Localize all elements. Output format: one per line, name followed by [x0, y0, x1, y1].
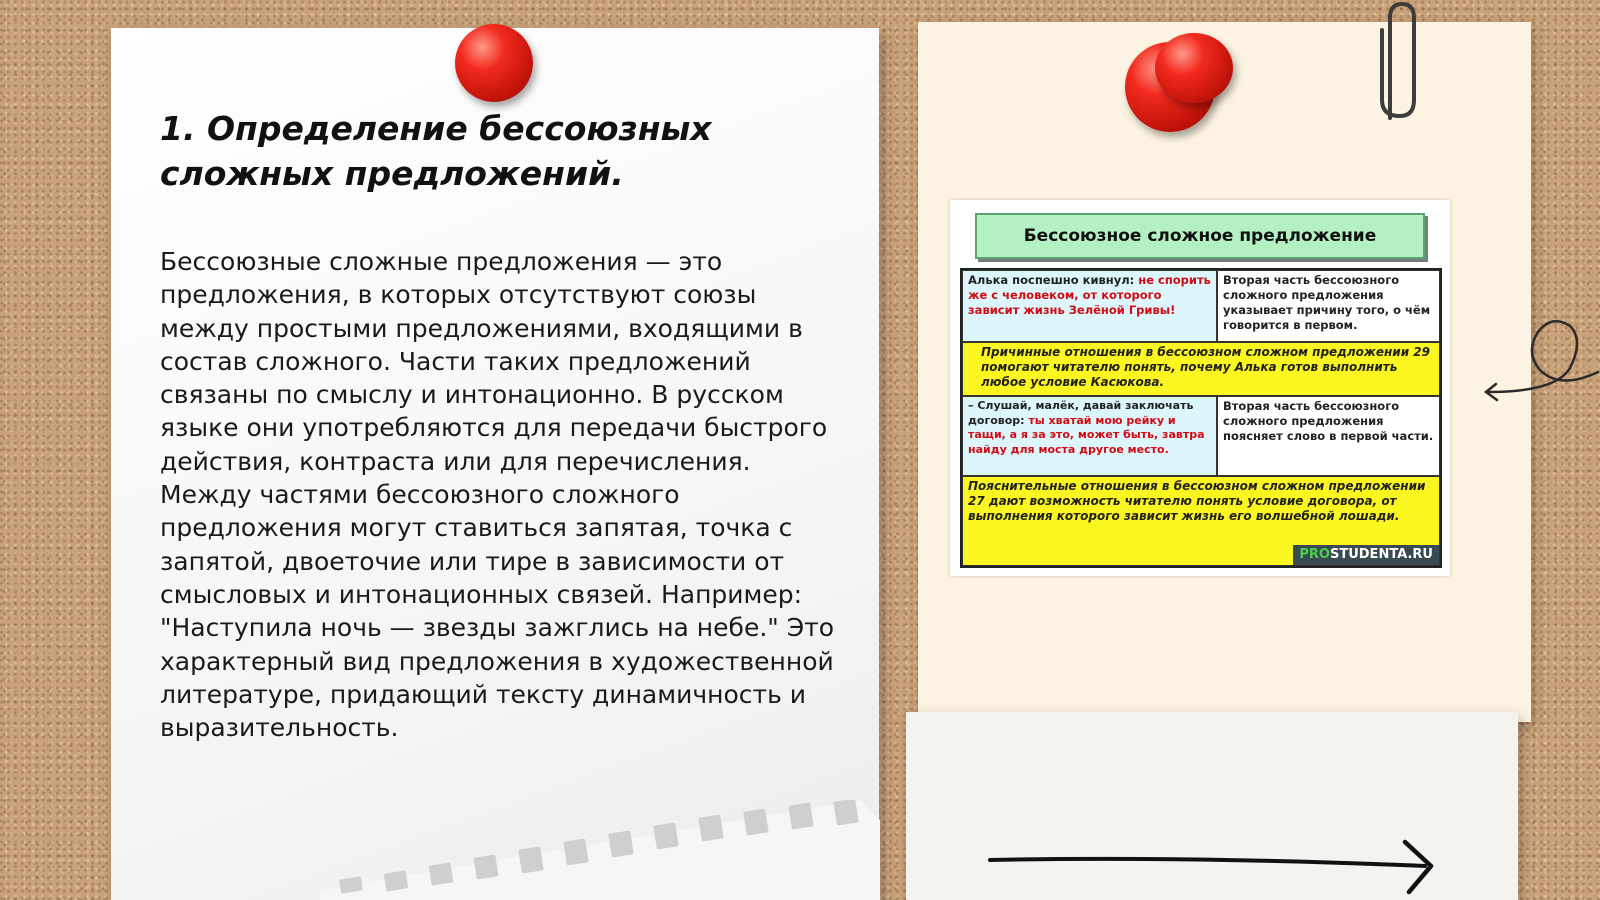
table-header: Бессоюзное сложное предложение: [975, 213, 1425, 259]
red-pushpin-icon: [1155, 33, 1233, 103]
example-highlighted-text: ты хватай мою рейку и тащи, а я за это, может быть, завтра найду для моста другое место.: [968, 413, 1205, 456]
table-cell-example-2: [962, 396, 1217, 476]
table-note-2-text: Пояснительные отношения в бессоюзном сложном предложении 27 дают возможность читателю понять условие договора, от выполнения которого зависит жизнь его волшебной лошади.: [968, 479, 1426, 523]
table-cell-explanation-1: Вторая часть бессоюзного сложного предложения указывает причину того, о чём говорится в первом.: [1217, 270, 1440, 342]
example-text: Алька поспешно кивнул:: [968, 273, 1139, 287]
table-note-1: Причинные отношения в бессоюзном сложном предложении 29 помогают читателю понять, почему Алька готов выполнить любое условие Касюкова.: [962, 342, 1440, 396]
table-cell-explanation-2: Вторая часть бессоюзного сложного предложения поясняет слово в первой части.: [1217, 396, 1440, 476]
example-text: – Слушай, малёк, давай заключать договор:: [968, 399, 1194, 427]
slide-title: 1. Определение бессоюзных сложных предложений.: [160, 109, 712, 193]
watermark-logo: PROSTUDENTA.RU: [1293, 545, 1439, 565]
definition-paragraph: Бессоюзные сложные предложения — это предложения, в которых отсутствуют союзы между простыми предложениями, входящими в состав сложного. Части таких предложений связаны по смыслу и интонационно. В русском языке они употребляются для передачи быстрого действия, контраста или для перечисления. Между частями бессоюзного сложного предложения могут ставиться запятая, точка с запятой, двоеточие или тире в зависимости от смысловых и интонационных связей. Например: "Наступила ночь — звезды зажглись на небе." Это характерный вид предложения в художественной литературе, придающий тексту динамичность и выразительность.: [160, 247, 835, 743]
table-grid: [960, 268, 1442, 568]
reference-table-image: [950, 200, 1450, 576]
torn-paper-strip-icon: [320, 800, 880, 900]
paperclip-icon: [1372, 0, 1422, 125]
table-note-2: [962, 476, 1440, 566]
right-arrow-icon: [985, 838, 1445, 898]
hand-drawn-arrow-icon: [1480, 310, 1600, 410]
table-cell-example-1: [962, 270, 1217, 342]
example-highlighted-text: не спорить же с человеком, от которого зависит жизнь Зелёной Гривы!: [968, 273, 1211, 317]
red-pushpin-icon: [455, 24, 533, 102]
